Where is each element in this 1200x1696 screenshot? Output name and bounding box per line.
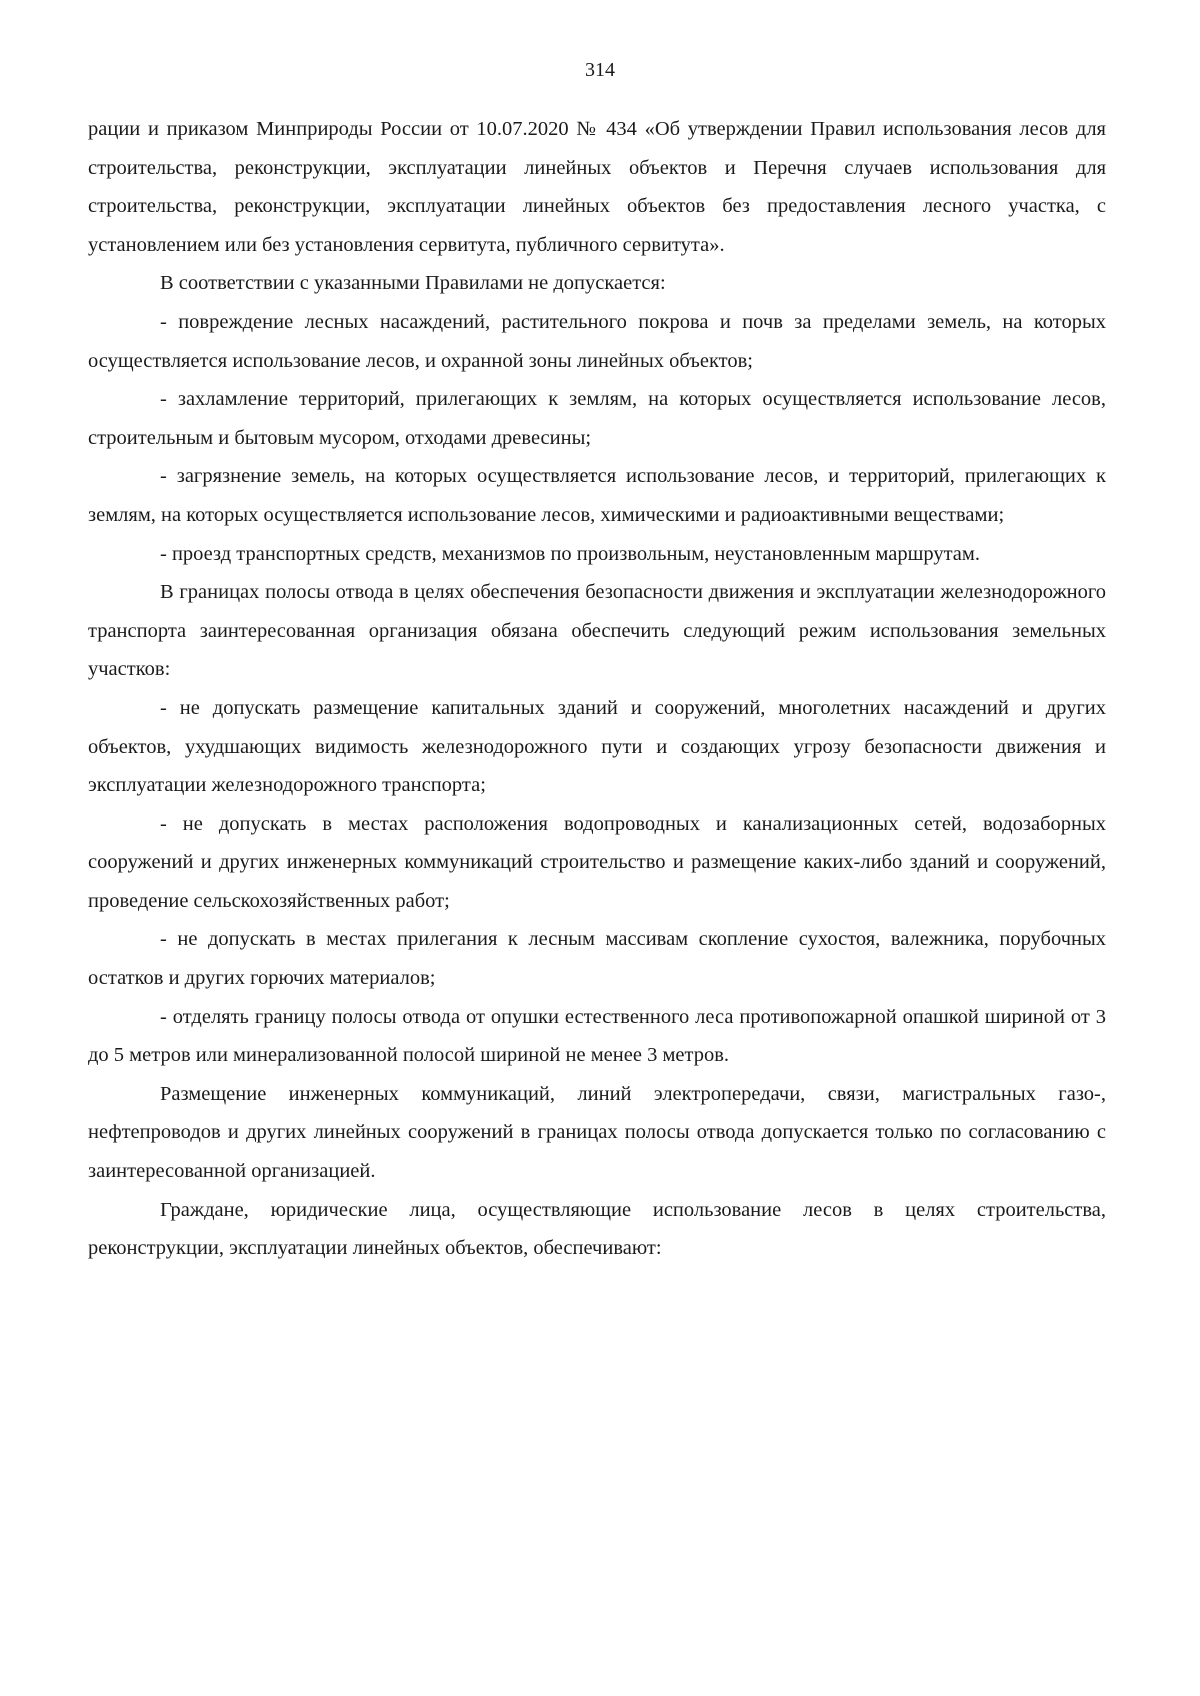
list-item-pollution: - загрязнение земель, на которых осуществляется использование лесов, и территорий, прилегающих к землям, на которых осуществляется использование лесов, химическими и радиоактивными веществами; <box>88 465 1106 526</box>
paragraph-rules-intro: В соответствии с указанными Правилами не допускается: <box>160 272 666 295</box>
list-item-no-construction-near-utilities: - не допускать в местах расположения водопроводных и канализационных сетей, водозаборных сооружений и других инженерных коммуникаций строительство и размещение каких-либо зданий и сооружений, проведение сельскохозяйственных работ; <box>88 812 1106 912</box>
list-item-vehicle-passage: - проезд транспортных средств, механизмов по произвольным, неустановленным маршрутам. <box>160 542 980 565</box>
page-number: 314 <box>585 59 615 81</box>
paragraph-citizens-obligations: Граждане, юридические лица, осуществляющие использование лесов в целях строительства, реконструкции, эксплуатации линейных объектов, обеспечивают: <box>88 1198 1106 1260</box>
paragraph-right-of-way: В границах полосы отвода в целях обеспечения безопасности движения и эксплуатации железнодорожного транспорта заинтересованная организация обязана обеспечить следующий режим использования земельных участков: <box>88 581 1106 681</box>
list-item-littering: - захламление территорий, прилегающих к землям, на которых осуществляется использование лесов, строительным и бытовым мусором, отходами древесины; <box>88 388 1106 449</box>
list-item-no-flammables: - не допускать в местах прилегания к лесным массивам скопление сухостоя, валежника, порубочных остатков и других горючих материалов; <box>88 928 1106 990</box>
list-item-damage: - повреждение лесных насаждений, растительного покрова и почв за пределами земель, на которых осуществляется использование лесов, и охранной зоны линейных объектов; <box>88 310 1106 372</box>
paragraph-continuation: рации и приказом Минприроды России от 10.07.2020 № 434 «Об утверждении Правил использования лесов для строительства, реконструкции, эксплуатации линейных объектов и Перечня случаев использования для строительства, реконструкции, эксплуатации линейных объектов без предоставления лесного участка, с установлением или без установления сервитута, публичного сервитута». <box>88 118 1106 256</box>
paragraph-utilities-placement: Размещение инженерных коммуникаций, линий электропередачи, связи, магистральных газо-, нефтепроводов и других линейных сооружений в границах полосы отвода допускается только по согласованию с заинтересованной организацией. <box>88 1082 1106 1183</box>
list-item-firebreak: - отделять границу полосы отвода от опушки естественного леса противопожарной опашкой шириной от 3 до 5 метров или минерализованной полосой шириной не менее 3 метров. <box>88 1005 1106 1067</box>
body-text <box>88 110 1106 1268</box>
list-item-no-buildings: - не допускать размещение капитальных зданий и сооружений, многолетних насаждений и других объектов, ухудшающих видимость железнодорожного пути и создающих угрозу безопасности движения и эксплуатации железнодорожного транспорта; <box>88 696 1106 797</box>
